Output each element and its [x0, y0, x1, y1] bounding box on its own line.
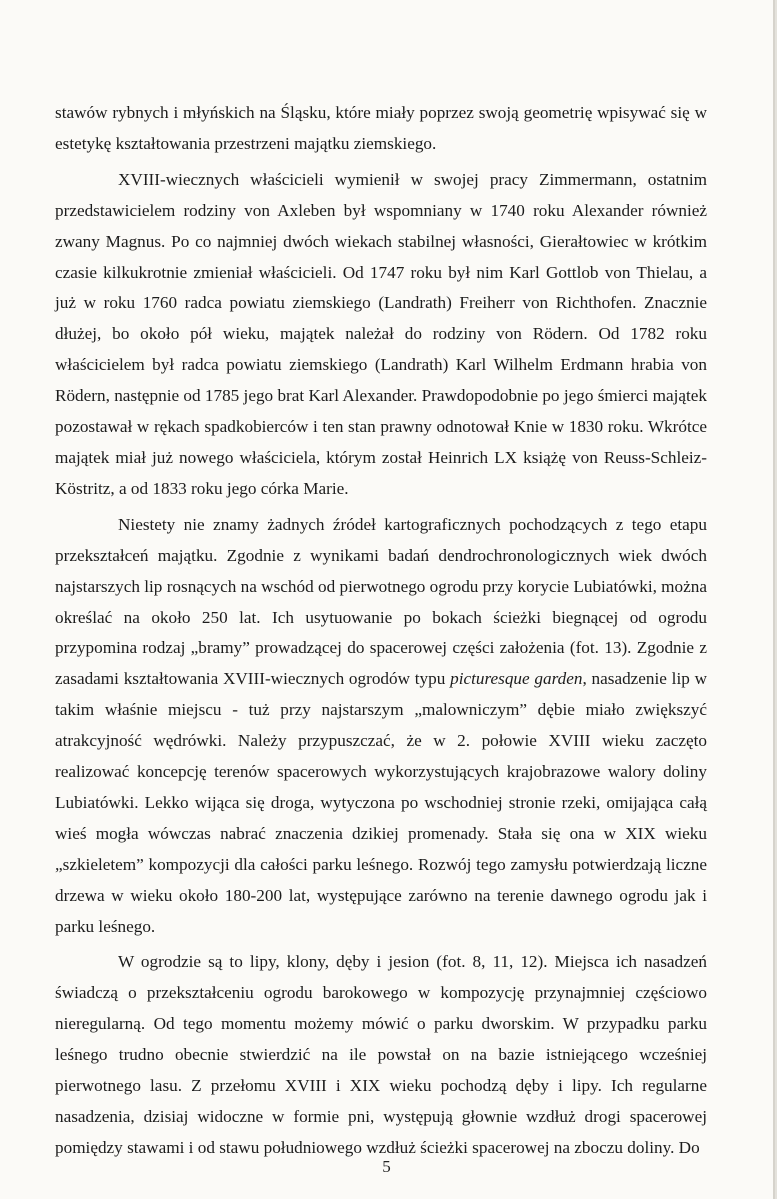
italic-term: picturesque garden	[450, 669, 583, 689]
paragraph-2: XVIII-wiecznych właścicieli wymienił w swojej pracy Zimmermann, ostatnim przedstawicielem rodziny von Axleben był wspomniany w 1740 roku Alexander również zwany Magnus. Po co najmniej dwóch wiekach stabilnej własności, Gierałtowiec w krótkim czasie kilkukrotnie zmieniał właścicieli. Od 1747 roku był nim Karl Gottlob von Thielau, a już w roku 1760 radca powiatu ziemskiego (Landrath) Freiherr von Richthofen. Znacznie dłużej, bo około pół wieku, majątek należał do rodziny von Rödern. Od 1782 roku właścicielem był radca powiatu ziemskiego (Landrath) Karl Wilhelm Erdmann hrabia von Rödern, następnie od 1785 jego brat Karl Alexander. Prawdopodobnie po jego śmierci majątek pozostawał w rękach spadkobierców i ten stan prawny odnotował Knie w 1830 roku. Wkrótce majątek miał już nowego właściciela, którym został Heinrich LX książę von Reuss-Schleiz-Köstritz, a od 1833 roku jego córka Marie.	[55, 169, 707, 498]
paragraph-1: stawów rybnych i młyńskich na Śląsku, które miały poprzez swoją geometrię wpisywać się w estetykę kształtowania przestrzeni majątku ziemskiego.	[55, 103, 707, 153]
paragraph-3-part-1: Niestety nie znamy żadnych źródeł kartograficznych pochodzących z tego etapu przekształceń majątku. Zgodnie z wynikami badań dendrochronologicznych wiek dwóch najstarszych lip rosnących na wschód od pierwotnego ogrodu przy korycie Lubiatówki, można określać na około 250 lat. Ich usytuowanie po bokach ścieżki biegnącej od ogrodu przypomina rodzaj „bramy” prowadzącej do spacerowej części założenia (fot. 13). Zgodnie z zasadami kształtowania XVIII-wiecznych ogrodów typu	[55, 514, 707, 689]
paragraph-4: W ogrodzie są to lipy, klony, dęby i jesion (fot. 8, 11, 12). Miejsca ich nasadzeń świadczą o przekształceniu ogrodu barokowego w kompozycję przynajmniej częściowo nieregularną. Od tego momentu możemy mówić o parku dworskim. W przypadku parku leśnego trudno obecnie stwierdzić na ile powstał on na bazie istniejącego wcześniej pierwotnego lasu. Z przełomu XVIII i XIX wieku pochodzą dęby i lipy. Ich regularne nasadzenia, dzisiaj widoczne w formie pni, występują głownie wzdłuż drogi spacerowej pomiędzy stawami i od stawu południowego wzdłuż ścieżki spacerowej na zboczu doliny. Do	[55, 952, 707, 1157]
body-text	[55, 98, 707, 1169]
paragraph-3	[55, 510, 707, 943]
paragraph-3-part-2: , nasadzenie lip w takim właśnie miejscu - tuż przy najstarszym „malowniczym” dębie miało zwiększyć atrakcyjność wędrówki. Należy przypuszczać, że w 2. połowie XVIII wieku zaczęto realizować koncepcję terenów spacerowych wykorzystujących krajobrazowe walory doliny Lubiatówki. Lekko wijąca się droga, wytyczona po wschodniej stronie rzeki, omijająca całą wieś mogła wówczas nabrać znaczenia dzikiej promenady. Stała się ona w XIX wieku „szkieletem” kompozycji dla całości parku leśnego. Rozwój tego zamysłu potwierdzają liczne drzewa w wieku około 180-200 lat, występujące zarówno na terenie dawnego ogrodu jak i parku leśnego.	[55, 669, 708, 936]
page-number: 5	[382, 1157, 391, 1176]
